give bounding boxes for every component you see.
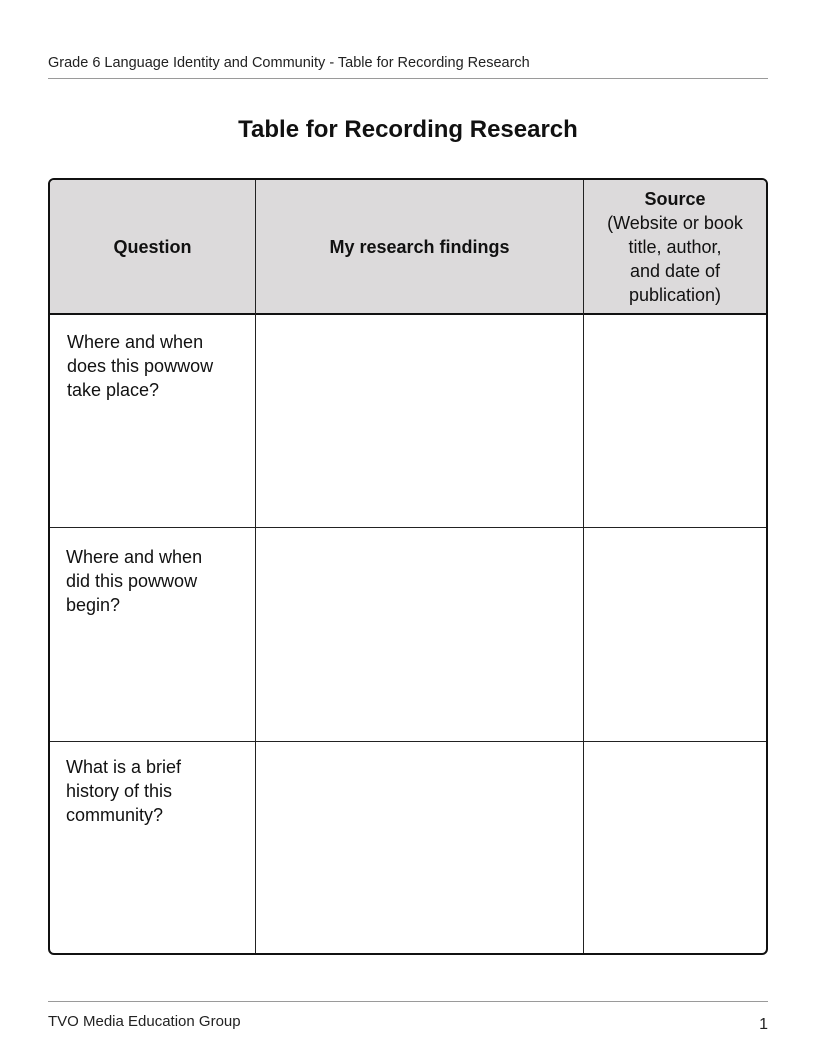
question-line: history of this bbox=[66, 781, 173, 801]
footer-divider bbox=[48, 1001, 768, 1002]
row-divider-2 bbox=[50, 741, 766, 742]
page-number: 1 bbox=[759, 1016, 768, 1033]
row-divider-1 bbox=[50, 527, 766, 528]
header-findings-label: My research findings bbox=[329, 236, 510, 257]
footer-organization: TVO Media Education Group bbox=[48, 1013, 241, 1030]
question-line: Where and when bbox=[66, 547, 203, 567]
question-line: What is a brief bbox=[66, 757, 182, 777]
research-table bbox=[48, 178, 768, 955]
question-cell-3 bbox=[66, 755, 246, 827]
question-line: Where and when bbox=[67, 332, 204, 352]
header-cell-findings bbox=[256, 180, 583, 313]
question-cell-2 bbox=[66, 545, 246, 617]
header-cell-source bbox=[584, 180, 766, 313]
header-divider bbox=[48, 78, 768, 79]
header-cell-question bbox=[50, 180, 255, 313]
header-question-label: Question bbox=[113, 236, 192, 257]
source-header-block bbox=[607, 187, 743, 307]
header-source-detail-line: (Website or book bbox=[607, 212, 743, 233]
header-source-detail-line: and date of bbox=[629, 260, 721, 281]
page-title: Table for Recording Research bbox=[238, 116, 578, 143]
question-line: take place? bbox=[67, 380, 160, 400]
header-source-detail-line: title, author, bbox=[628, 236, 722, 257]
header-source-detail-line: publication) bbox=[628, 284, 722, 305]
question-cell-1 bbox=[67, 330, 247, 402]
question-line: community? bbox=[66, 805, 164, 825]
question-line: did this powwow bbox=[66, 571, 198, 591]
question-line: begin? bbox=[66, 595, 121, 615]
question-line: does this powwow bbox=[67, 356, 214, 376]
document-header: Grade 6 Language Identity and Community - Table for Recording Research bbox=[48, 55, 530, 71]
header-source-label: Source bbox=[644, 188, 706, 209]
